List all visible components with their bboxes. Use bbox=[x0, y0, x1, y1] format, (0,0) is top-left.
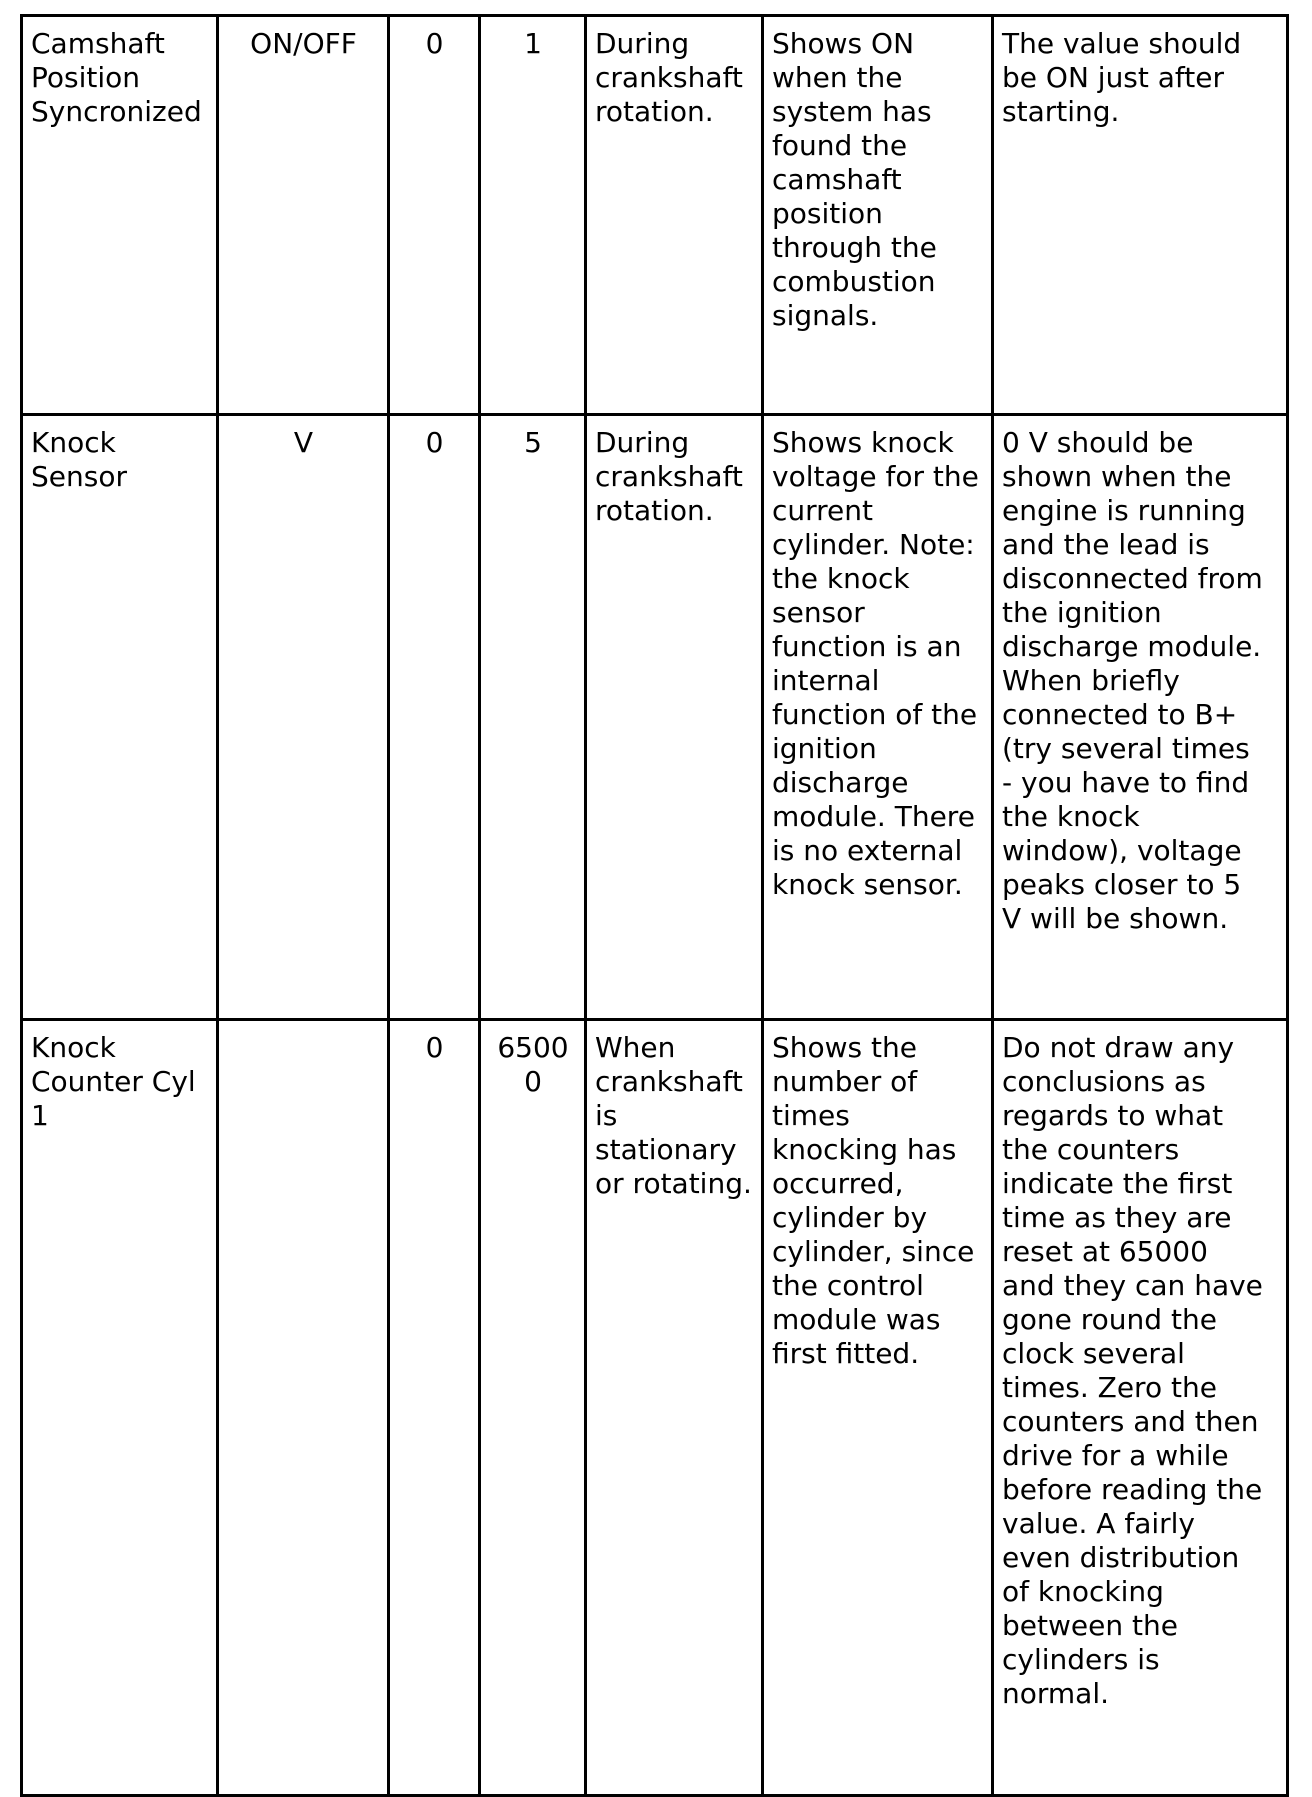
unit-cell bbox=[218, 1020, 389, 1796]
note-cell bbox=[993, 415, 1288, 1020]
parameter-name-cell bbox=[22, 1020, 218, 1796]
parameter-name: Knock Sensor bbox=[31, 426, 127, 493]
parameter-table bbox=[20, 14, 1289, 1797]
max-value: 65000 bbox=[497, 1031, 569, 1098]
min-value: 0 bbox=[425, 426, 444, 459]
table-row bbox=[22, 16, 1288, 415]
note-cell bbox=[993, 16, 1288, 415]
description: Shows the number of times knocking has occurred, cylinder by cylinder, since the control module was first fitted. bbox=[772, 1031, 975, 1370]
condition-cell bbox=[586, 1020, 763, 1796]
max-value-cell bbox=[480, 16, 586, 415]
table-row bbox=[22, 1020, 1288, 1796]
table-row bbox=[22, 415, 1288, 1020]
unit: V bbox=[293, 426, 314, 459]
parameter-name: Knock Counter Cyl 1 bbox=[31, 1031, 196, 1132]
max-value: 5 bbox=[524, 426, 542, 459]
unit-cell bbox=[218, 16, 389, 415]
unit-cell bbox=[218, 415, 389, 1020]
unit: ON/OFF bbox=[250, 27, 357, 60]
note: 0 V should be shown when the engine is running and the lead is disconnected from the ignition discharge module. When briefly connected to B+ (try several times - you have to find the knock window), voltage peaks closer to 5 V will be shown. bbox=[1002, 426, 1263, 935]
max-value-cell bbox=[480, 415, 586, 1020]
description: Shows ON when the system has found the camshaft position through the combustion signals. bbox=[772, 27, 937, 332]
parameter-name: Camshaft Position Syncronized bbox=[31, 27, 202, 128]
note-cell bbox=[993, 1020, 1288, 1796]
condition: During crankshaft rotation. bbox=[595, 426, 743, 527]
parameter-name-cell bbox=[22, 16, 218, 415]
min-value: 0 bbox=[425, 1031, 444, 1064]
condition-cell bbox=[586, 16, 763, 415]
min-value-cell bbox=[389, 415, 480, 1020]
condition-cell bbox=[586, 415, 763, 1020]
note: Do not draw any conclusions as regards to what the counters indicate the first time as they are reset at 65000 and they can have gone round the clock several times. Zero the counters and then drive for a while before reading the value. A fairly even distribution of knocking between the cylinders is normal. bbox=[1002, 1031, 1263, 1710]
min-value-cell bbox=[389, 1020, 480, 1796]
max-value-cell bbox=[480, 1020, 586, 1796]
parameter-name-cell bbox=[22, 415, 218, 1020]
condition: When crankshaft is stationary or rotating. bbox=[595, 1031, 752, 1200]
max-value: 1 bbox=[524, 27, 542, 60]
description-cell bbox=[763, 1020, 993, 1796]
document-page bbox=[20, 14, 1289, 1797]
min-value-cell bbox=[389, 16, 480, 415]
min-value: 0 bbox=[425, 27, 444, 60]
note: The value should be ON just after starting. bbox=[1002, 27, 1242, 128]
description-cell bbox=[763, 16, 993, 415]
condition: During crankshaft rotation. bbox=[595, 27, 743, 128]
description-cell bbox=[763, 415, 993, 1020]
description: Shows knock voltage for the current cylinder. Note: the knock sensor function is an internal function of the ignition discharge module. There is no external knock sensor. bbox=[772, 426, 979, 901]
